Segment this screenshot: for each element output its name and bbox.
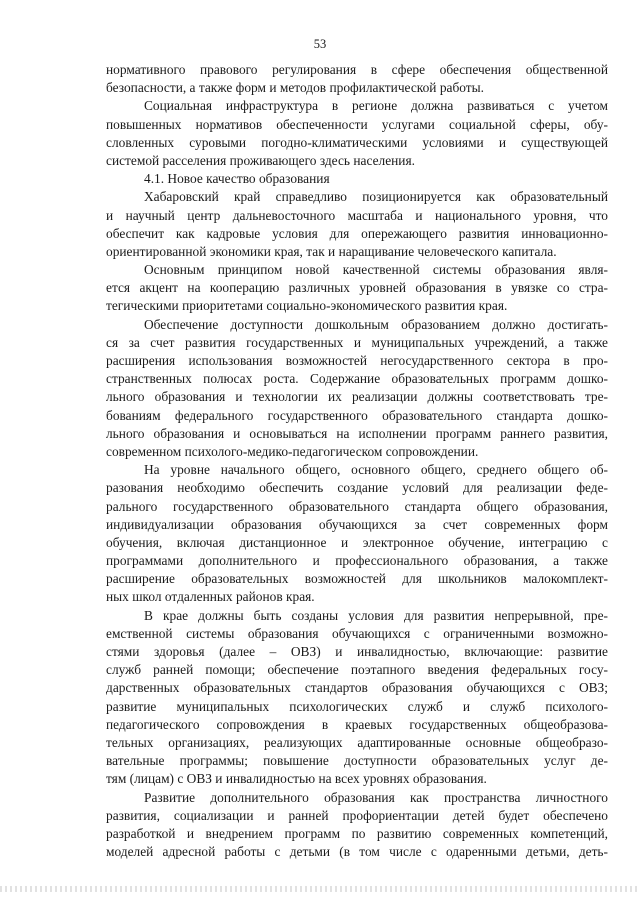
text-line: разработкой и внедрением программ по развитию современных компетенций,: [106, 825, 608, 841]
text-line: служб ранней помощи; обеспечение поэтапного введения федеральных госу-: [106, 662, 608, 678]
text-line: странственных полюсах роста. Содержание образовательных программ дошко-: [106, 371, 608, 387]
text-line: программами дополнительного и профессионального образования, а также: [106, 553, 608, 569]
heading-text: 4.1. Новое качество образования: [144, 171, 330, 187]
text-line: рального государственного образовательного стандарта общего образования,: [106, 498, 608, 514]
paragraph-continuation: [106, 61, 608, 97]
text-line: и научный центр дальневосточного масштаба и национального уровня, что: [106, 207, 608, 223]
text-line: В крае должны быть созданы условия для развития непрерывной, пре-: [144, 607, 608, 623]
text-line: современном психолого-медико-педагогическом сопровождении.: [106, 443, 479, 459]
text-line: нормативного правового регулирования в сфере обеспечения общественной: [106, 62, 608, 77]
section-heading: [106, 170, 608, 188]
text-line: ориентированной экономики края, так и наращивание человеческого капитала.: [106, 243, 557, 259]
text-line: ся за счет развития государственных и муниципальных учреждений, а также: [106, 334, 608, 350]
text-line: Хабаровский край справедливо позиционируется как образовательный: [144, 189, 608, 205]
page-number: 53: [313, 37, 327, 51]
text-line: стями здоровья (далее – ОВЗ) и инвалидностью, включающие: развитие: [106, 644, 608, 659]
text-line: системой расселения проживающего здесь населения.: [106, 152, 415, 168]
text-line: расширение образовательных возможностей для школьников малокомплект-: [106, 571, 608, 587]
text-line: развития, социализации и ранней профориентации детей будет обеспечено: [106, 807, 608, 823]
paragraph: [106, 97, 608, 170]
text-line: безопасности, а также форм и методов профилактической работы.: [106, 80, 484, 96]
text-line: тельных организациях, реализующих адаптированные основные общеобразо-: [106, 734, 608, 750]
paragraph: [106, 461, 608, 607]
body-text: [106, 61, 608, 861]
text-line: расширения использования возможностей негосударственного сектора в про-: [106, 353, 608, 368]
text-line: обучения, включая дистанционное и электронное обучение, интеграцию с: [106, 534, 608, 550]
text-line: Основным принципом новой качественной системы образования явля-: [144, 262, 608, 278]
text-line: тям (лицам) с ОВЗ и инвалидностью на всех уровнях образования.: [106, 771, 487, 787]
text-line: словленных суровыми погодно-климатическими условиями и существующей: [106, 134, 608, 150]
text-line: индивидуализации образования обучающихся за счет современных форм: [106, 516, 608, 532]
text-line: тегическими приоритетами социально-экономического развития края.: [106, 298, 508, 314]
text-line: моделей адресной работы с детьми (в том числе с одаренными детьми, деть-: [106, 844, 608, 860]
paragraph: [106, 607, 608, 789]
text-line: ных школ отдаленных районов края.: [106, 589, 315, 605]
text-line: вательные программы; повышение доступности образовательных услуг де-: [106, 753, 608, 769]
text-line: педагогического сопровождения в краевых государственных общеобразова-: [106, 716, 608, 732]
text-line: разования необходимо обеспечить создание условий для реализации феде-: [106, 480, 608, 496]
paragraph: [106, 261, 608, 316]
text-line: повышенных нормативов обеспеченности услугами социальной сферы, обу-: [106, 116, 608, 132]
text-line: дарственных образовательных стандартов образования обучающихся с ОВЗ;: [106, 680, 608, 696]
text-line: льного образования и основываться на исполнении программ раннего развития,: [106, 425, 608, 441]
text-line: обеспечит как кадровые условия для опережающего развития инновационно-: [106, 225, 608, 241]
paragraph: [106, 789, 608, 862]
scan-artifact-strip: [0, 886, 640, 892]
text-line: емственной системы образования обучающихся с ограниченными возможно-: [106, 625, 608, 641]
paragraph: [106, 188, 608, 261]
paragraph: [106, 316, 608, 462]
text-line: Социальная инфраструктура в регионе должна развиваться с учетом: [144, 98, 608, 114]
text-line: ется акцент на кооперацию различных уровней образования в увязке со стра-: [106, 280, 608, 296]
text-line: Развитие дополнительного образования как пространства личностного: [144, 789, 608, 805]
text-line: бованиям федерального государственного образовательного стандарта дошко-: [106, 407, 608, 423]
text-line: На уровне начального общего, основного общего, среднего общего об-: [144, 462, 608, 478]
text-line: Обеспечение доступности дошкольным образованием должно достигать-: [144, 316, 608, 332]
text-line: льного образования и технологии их реализации должны соответствовать тре-: [106, 389, 608, 405]
text-line: развитие муниципальных психологических служб и служб психолого-: [106, 698, 608, 714]
